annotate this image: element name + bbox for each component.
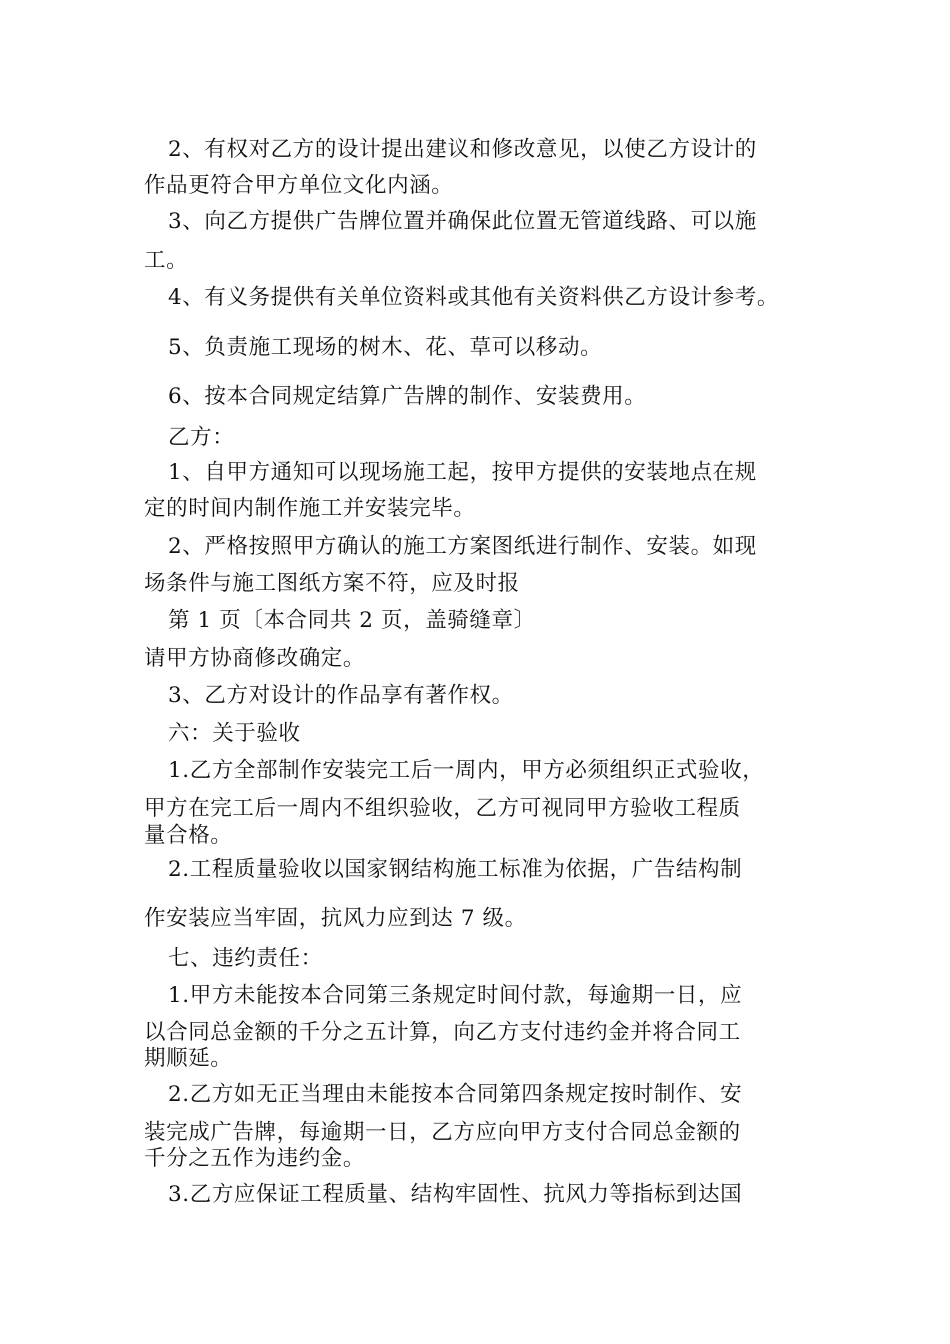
paragraph-line: 作安装应当牢固，抗风力应到达 7 级。 (144, 906, 527, 931)
section-heading: 六：关于验收 (168, 721, 301, 746)
paragraph-line: 3、向乙方提供广告牌位置并确保此位置无管道线路、可以施 (168, 209, 757, 234)
paragraph-line: 请甲方协商修改确定。 (144, 646, 366, 671)
paragraph-line: 作品更符合甲方单位文化内涵。 (144, 173, 454, 198)
paragraph-line: 2、有权对乙方的设计提出建议和修改意见，以使乙方设计的 (168, 137, 757, 162)
paragraph-line: 1.乙方全部制作安装完工后一周内，甲方必须组织正式验收， (168, 758, 765, 783)
paragraph-line: 5、负责施工现场的树木、花、草可以移动。 (168, 335, 603, 360)
section-heading: 七、违约责任： (168, 946, 323, 971)
section-label: 乙方： (168, 425, 235, 450)
paragraph-line: 4、有义务提供有关单位资料或其他有关资料供乙方设计参考。 (168, 285, 779, 310)
paragraph-line: 3、乙方对设计的作品享有著作权。 (168, 683, 514, 708)
paragraph-line: 量合格。 (144, 823, 233, 848)
paragraph-line: 1.甲方未能按本合同第三条规定时间付款，每逾期一日，应 (168, 983, 743, 1008)
paragraph-line: 6、按本合同规定结算广告牌的制作、安装费用。 (168, 384, 647, 409)
paragraph-line: 期顺延。 (144, 1046, 233, 1071)
paragraph-line: 2.乙方如无正当理由未能按本合同第四条规定按时制作、安 (168, 1082, 743, 1107)
paragraph-line: 2.工程质量验收以国家钢结构施工标准为依据，广告结构制 (168, 857, 743, 882)
paragraph-line: 装完成广告牌，每逾期一日，乙方应向甲方支付合同总金额的 (144, 1120, 741, 1145)
paragraph-line: 甲方在完工后一周内不组织验收，乙方可视同甲方验收工程质 (144, 796, 741, 821)
paragraph-line: 场条件与施工图纸方案不符，应及时报 (144, 571, 520, 596)
paragraph-line: 工。 (144, 248, 189, 273)
paragraph-line: 2、严格按照甲方确认的施工方案图纸进行制作、安装。如现 (168, 534, 757, 559)
paragraph-line: 3.乙方应保证工程质量、结构牢固性、抗风力等指标到达国 (168, 1182, 743, 1207)
paragraph-line: 以合同总金额的千分之五计算，向乙方支付违约金并将合同工 (144, 1020, 741, 1045)
paragraph-line: 千分之五作为违约金。 (144, 1146, 366, 1171)
page-footer: 第 1 页〔本合同共 2 页，盖骑缝章〕 (168, 608, 536, 633)
paragraph-line: 1、自甲方通知可以现场施工起，按甲方提供的安装地点在规 (168, 460, 757, 485)
paragraph-line: 定的时间内制作施工并安装完毕。 (144, 496, 476, 521)
